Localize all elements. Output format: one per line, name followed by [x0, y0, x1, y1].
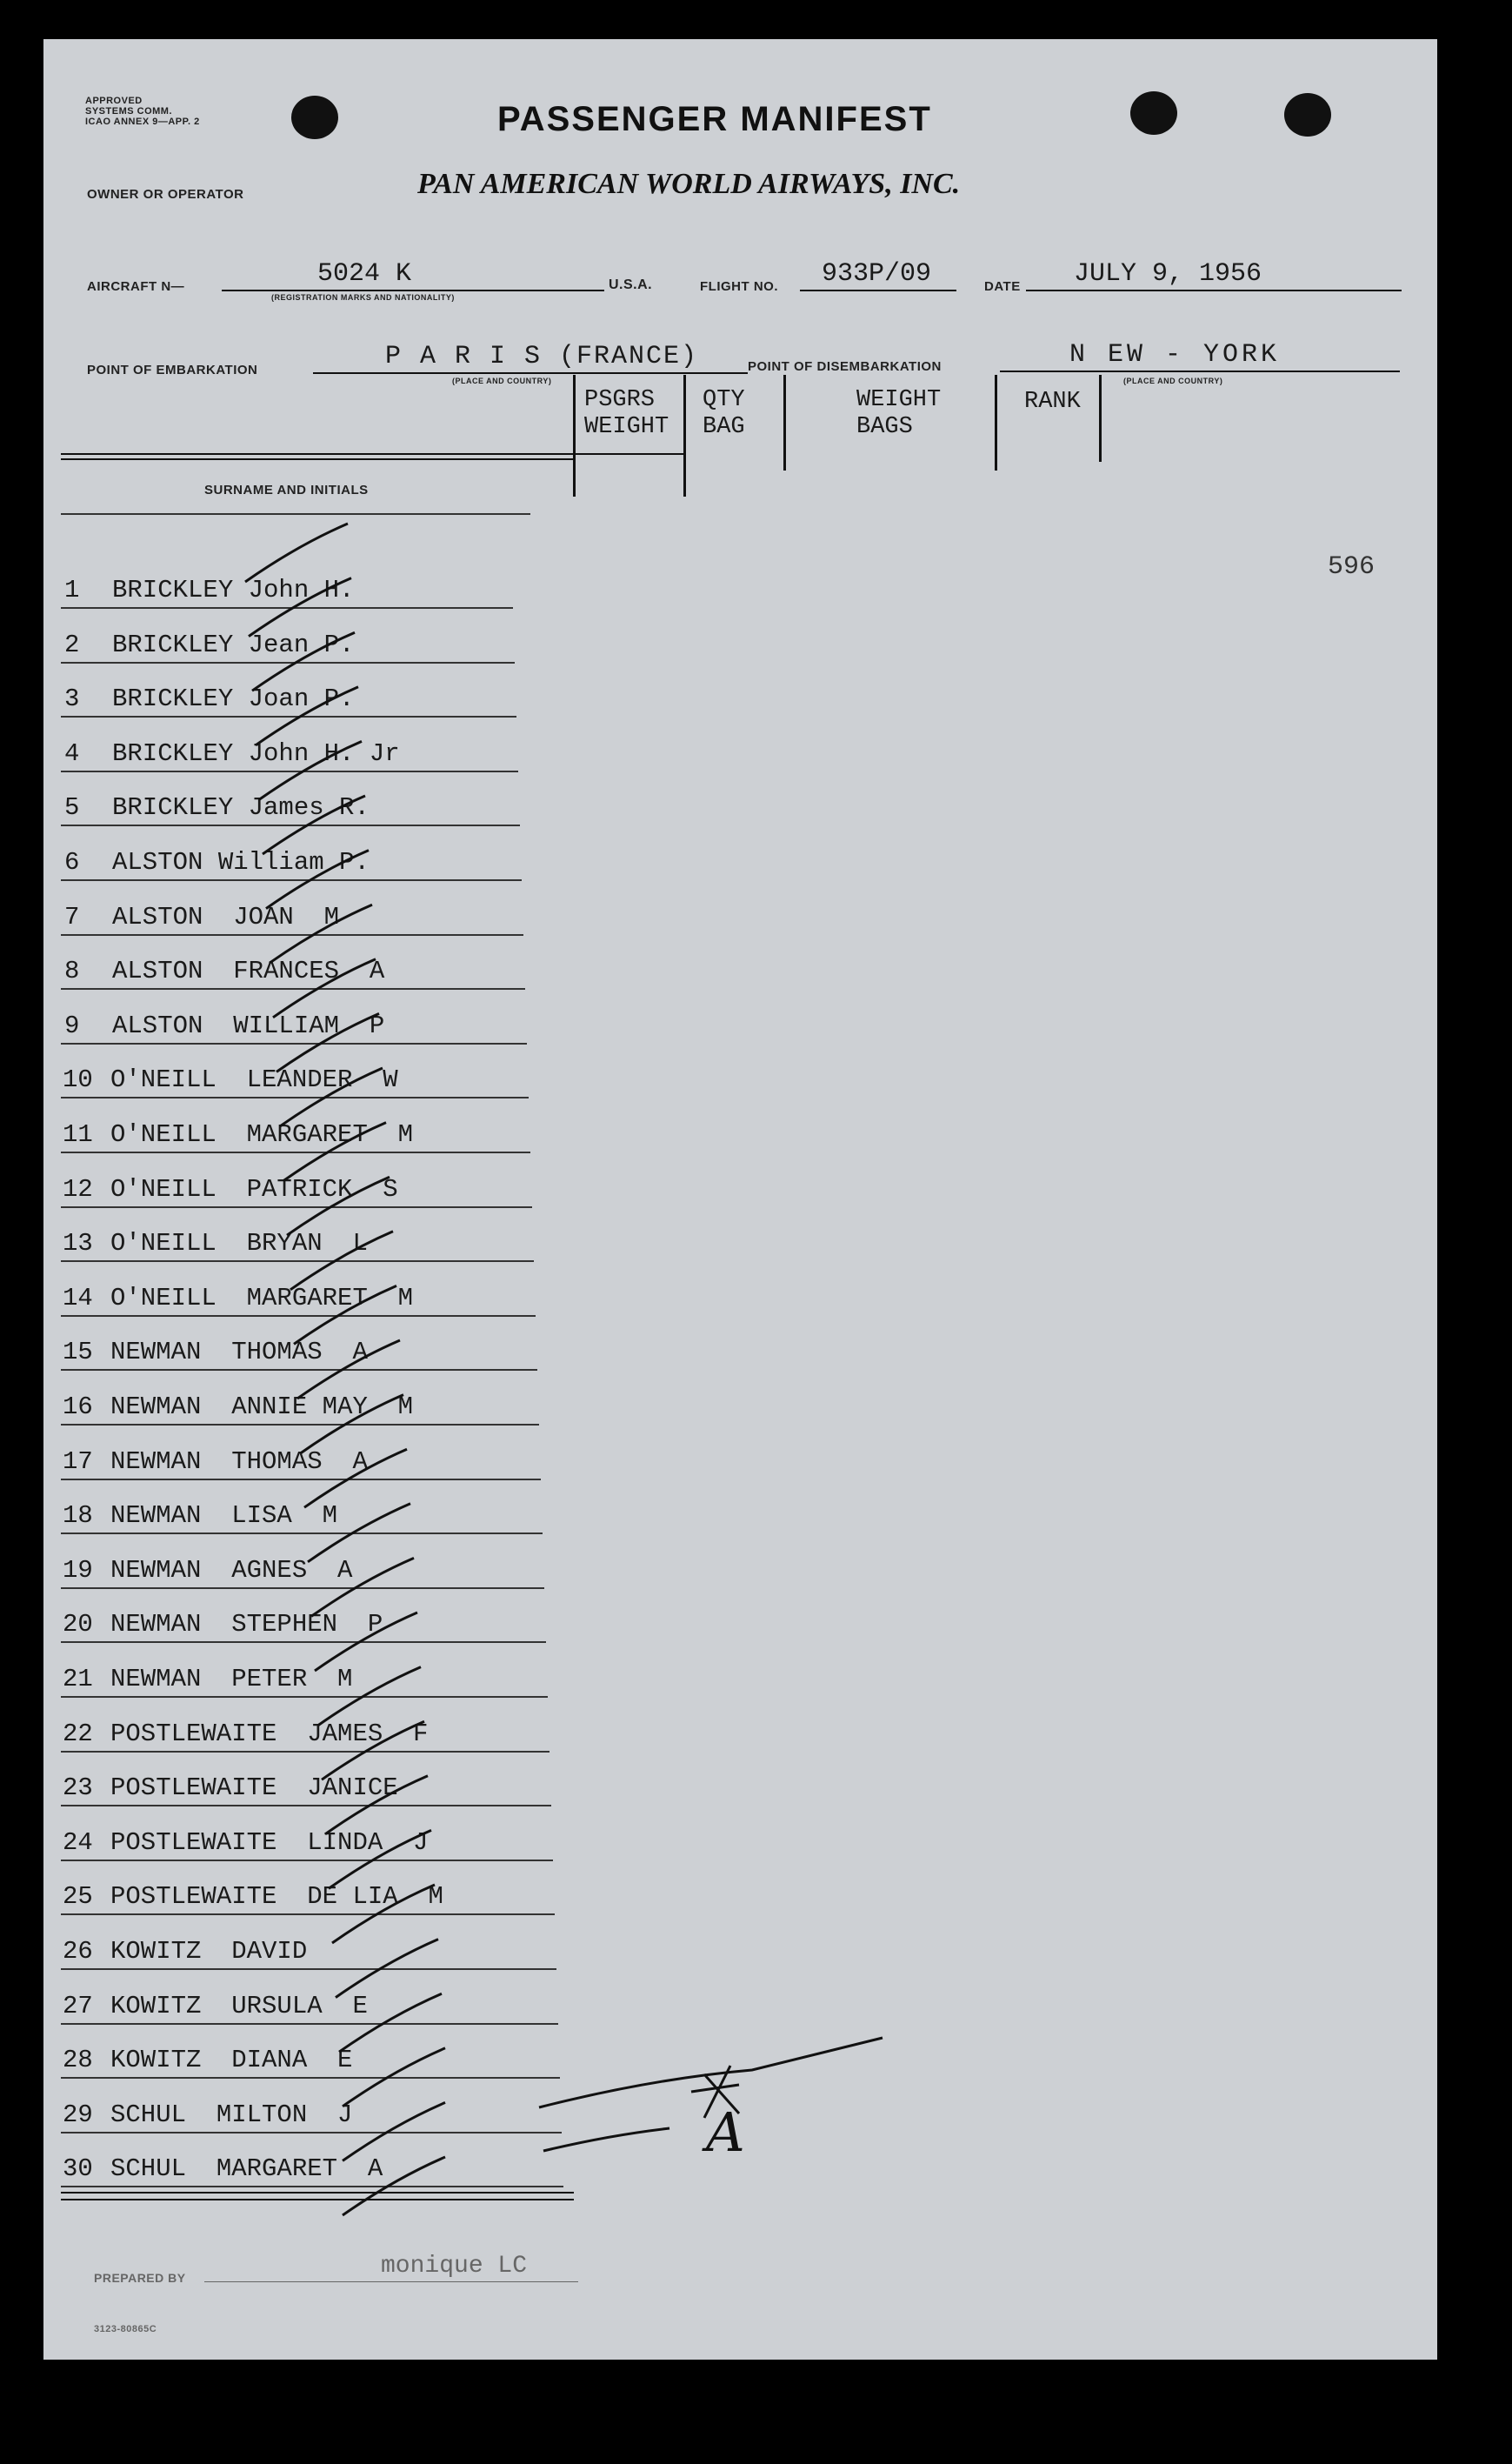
- passenger-name: O'NEILL PATRICK S: [110, 1175, 398, 1204]
- passenger-name: ALSTON WILLIAM P: [112, 1012, 385, 1040]
- list-item: [63, 2154, 383, 2183]
- row-rule: [61, 1696, 548, 1698]
- embarkation-underline: [313, 372, 748, 374]
- row-rule: [61, 607, 513, 609]
- passenger-name: SCHUL MARGARET A: [110, 2154, 383, 2183]
- disembarkation-value: N EW - YORK: [1069, 340, 1281, 370]
- list-item: [63, 1120, 413, 1149]
- passenger-name: BRICKLEY John H. Jr: [112, 739, 400, 768]
- passenger-name: NEWMAN LISA M: [110, 1501, 338, 1530]
- list-item: [63, 1175, 398, 1204]
- prepared-underline: [204, 2281, 578, 2282]
- owner-label: OWNER OR OPERATOR: [87, 187, 244, 202]
- prepared-value: monique LC: [381, 2253, 528, 2280]
- row-rule: [61, 662, 515, 664]
- row-number: 27: [63, 1992, 93, 2020]
- list-item: [63, 1065, 398, 1094]
- handwritten-mark: A: [706, 2100, 745, 2164]
- row-number: 2: [64, 631, 80, 659]
- punch-hole: [1284, 93, 1331, 137]
- col-label: BAG: [703, 414, 745, 440]
- row-number: 24: [63, 1828, 93, 1857]
- row-rule: [61, 1532, 543, 1534]
- list-item: [63, 1229, 368, 1258]
- list-end-rule: [61, 2199, 574, 2200]
- row-rule: [61, 1587, 544, 1589]
- passenger-name: KOWITZ DIANA E: [110, 2046, 353, 2074]
- passenger-name: SCHUL MILTON J: [110, 2100, 353, 2129]
- disembarkation-underline: [1000, 371, 1400, 372]
- row-number: 25: [63, 1882, 93, 1911]
- row-number: 19: [63, 1556, 93, 1585]
- passenger-name: O'NEILL LEANDER W: [110, 1065, 398, 1094]
- page-title: PASSENGER MANIFEST: [497, 100, 932, 138]
- list-item: [64, 739, 400, 768]
- row-number: 16: [63, 1392, 93, 1421]
- col-label: WEIGHT: [584, 414, 669, 440]
- row-number: 29: [63, 2100, 93, 2129]
- list-item: [63, 1338, 368, 1366]
- passenger-name: KOWITZ DAVID: [110, 1937, 308, 1966]
- passenger-name: POSTLEWAITE JANICE: [110, 1773, 398, 1802]
- row-rule: [61, 934, 523, 936]
- form-number: 3123-80865C: [94, 2324, 157, 2334]
- list-item: [64, 903, 339, 932]
- row-number: 12: [63, 1175, 93, 1204]
- passenger-name: POSTLEWAITE LINDA J: [110, 1828, 429, 1857]
- punch-hole: [1130, 91, 1177, 135]
- col-label: PSGRS: [584, 387, 656, 413]
- registration-note: (REGISTRATION MARKS AND NATIONALITY): [271, 293, 455, 302]
- approval-block: [85, 96, 200, 127]
- place-note: (PLACE AND COUNTRY): [452, 377, 552, 385]
- row-number: 28: [63, 2046, 93, 2074]
- passenger-name: BRICKLEY Joan P.: [112, 684, 355, 713]
- row-rule: [61, 988, 525, 990]
- date-value: JULY 9, 1956: [1074, 259, 1262, 289]
- list-item: [63, 1284, 413, 1312]
- date-label: DATE: [984, 279, 1021, 294]
- row-rule: [61, 2077, 560, 2079]
- aircraft-value: 5024 K: [317, 259, 412, 289]
- flight-underline: [800, 290, 956, 291]
- passenger-name: ALSTON JOAN M: [112, 903, 340, 932]
- row-number: 17: [63, 1447, 93, 1476]
- row-number: 7: [64, 903, 80, 932]
- list-item: [63, 1882, 443, 1911]
- place-note: (PLACE AND COUNTRY): [1123, 377, 1223, 385]
- row-rule: [61, 1479, 541, 1480]
- row-rule: [61, 1424, 539, 1426]
- passenger-name: BRICKLEY John H.: [112, 576, 355, 604]
- col-divider: [995, 375, 997, 471]
- row-rule: [61, 2132, 562, 2133]
- row-number: 9: [64, 1012, 80, 1040]
- col-qty-bag: [703, 387, 745, 441]
- passenger-name: BRICKLEY Jean P.: [112, 631, 355, 659]
- row-number: 8: [64, 957, 80, 985]
- passenger-name: O'NEILL BRYAN L: [110, 1229, 368, 1258]
- list-item: [63, 1501, 337, 1530]
- flight-label: FLIGHT NO.: [700, 279, 778, 294]
- col-divider: [1099, 375, 1102, 462]
- list-item: [64, 793, 370, 822]
- list-item: [63, 1828, 428, 1857]
- row-rule: [61, 1315, 536, 1317]
- row-rule: [61, 716, 516, 718]
- col-rank: RANK: [1024, 389, 1081, 415]
- passenger-name: POSTLEWAITE JAMES F: [110, 1719, 429, 1748]
- row-number: 22: [63, 1719, 93, 1748]
- row-rule: [61, 2023, 558, 2025]
- airline-name: PAN AMERICAN WORLD AIRWAYS, INC.: [417, 168, 961, 200]
- row-number: 14: [63, 1284, 93, 1312]
- passenger-name: NEWMAN THOMAS A: [110, 1338, 368, 1366]
- passenger-name: ALSTON William P.: [112, 848, 370, 877]
- passenger-name: O'NEILL MARGARET M: [110, 1284, 414, 1312]
- list-item: [64, 631, 354, 659]
- header-rule: [61, 453, 574, 455]
- col-psgrs-weight: [584, 387, 669, 441]
- col-divider: [573, 375, 576, 497]
- row-number: 15: [63, 1338, 93, 1366]
- row-number: 11: [63, 1120, 93, 1149]
- row-rule: [61, 1152, 530, 1153]
- passenger-name: NEWMAN STEPHEN P: [110, 1610, 383, 1639]
- page-number: 596: [1328, 552, 1375, 582]
- list-item: [64, 1012, 384, 1040]
- col-surname: SURNAME AND INITIALS: [204, 483, 369, 497]
- row-number: 3: [64, 684, 80, 713]
- passenger-name: NEWMAN ANNIE MAY M: [110, 1392, 414, 1421]
- row-rule: [61, 879, 522, 881]
- approval-line: APPROVED: [85, 96, 143, 106]
- row-rule: [61, 1097, 529, 1098]
- passenger-name: ALSTON FRANCES A: [112, 957, 385, 985]
- row-rule: [61, 1913, 555, 1915]
- list-item: [63, 1773, 398, 1802]
- passenger-name: POSTLEWAITE DE LIA M: [110, 1882, 443, 1911]
- passenger-name: O'NEILL MARGARET M: [110, 1120, 414, 1149]
- passenger-name: NEWMAN AGNES A: [110, 1556, 353, 1585]
- list-item: [63, 2046, 352, 2074]
- list-item: [63, 1610, 383, 1639]
- row-rule: [61, 771, 518, 772]
- row-number: 20: [63, 1610, 93, 1639]
- passenger-name: KOWITZ URSULA E: [110, 1992, 368, 2020]
- row-number: 13: [63, 1229, 93, 1258]
- col-label: QTY: [703, 387, 745, 413]
- list-item: [64, 576, 354, 604]
- punch-hole: [291, 96, 338, 139]
- passenger-name: NEWMAN THOMAS A: [110, 1447, 368, 1476]
- disembarkation-label: POINT OF DISEMBARKATION: [748, 359, 942, 374]
- embarkation-value: P A R I S (FRANCE): [385, 342, 699, 371]
- embarkation-label: POINT OF EMBARKATION: [87, 363, 258, 377]
- row-rule: [61, 1369, 537, 1371]
- list-item: [64, 957, 384, 985]
- approval-line: ICAO ANNEX 9—APP. 2: [85, 117, 200, 127]
- row-rule: [61, 1860, 553, 1861]
- row-number: 21: [63, 1665, 93, 1693]
- list-item: [63, 2100, 352, 2129]
- row-rule: [61, 1805, 551, 1806]
- row-number: 1: [64, 576, 80, 604]
- col-weight-bags: [856, 387, 941, 441]
- row-number: 18: [63, 1501, 93, 1530]
- col-divider: [683, 375, 686, 497]
- manifest-sheet: [43, 39, 1437, 2360]
- row-number: 5: [64, 793, 80, 822]
- list-item: [63, 1992, 368, 2020]
- handwritten-scribble: [543, 2128, 669, 2151]
- row-number: 26: [63, 1937, 93, 1966]
- col-divider: [783, 375, 786, 471]
- row-number: 23: [63, 1773, 93, 1802]
- row-rule: [61, 825, 520, 826]
- row-rule: [61, 1043, 527, 1045]
- list-end-rule: [61, 2192, 574, 2194]
- row-number: 4: [64, 739, 80, 768]
- col-label: BAGS: [856, 414, 913, 440]
- prepared-label: PREPARED BY: [94, 2271, 186, 2285]
- row-number: 30: [63, 2154, 93, 2183]
- list-item: [63, 1556, 352, 1585]
- row-rule: [61, 513, 530, 515]
- row-rule: [61, 1751, 550, 1753]
- row-rule: [61, 1968, 556, 1970]
- list-item: [64, 684, 354, 713]
- header-rule: [61, 458, 574, 460]
- row-rule: [61, 1206, 532, 1208]
- list-item: [64, 848, 370, 877]
- aircraft-label: AIRCRAFT N—: [87, 279, 185, 294]
- list-item: [63, 1392, 413, 1421]
- check-mark: [245, 524, 348, 582]
- list-item: [63, 1665, 352, 1693]
- list-item: [63, 1719, 428, 1748]
- row-rule: [61, 2186, 563, 2187]
- passenger-name: NEWMAN PETER M: [110, 1665, 353, 1693]
- col-label: WEIGHT: [856, 387, 942, 413]
- row-rule: [61, 1641, 546, 1643]
- passenger-name: BRICKLEY James R.: [112, 793, 370, 822]
- date-underline: [1026, 290, 1402, 291]
- row-rule: [61, 1260, 534, 1262]
- row-number: 10: [63, 1065, 93, 1094]
- col-header-bottom: [574, 453, 685, 455]
- row-number: 6: [64, 848, 80, 877]
- country-label: U.S.A.: [609, 277, 653, 292]
- handwritten-scribble: [539, 2038, 883, 2107]
- flight-value: 933P/09: [822, 259, 932, 289]
- approval-line: SYSTEMS COMM.: [85, 106, 173, 117]
- list-item: [63, 1447, 368, 1476]
- aircraft-underline: [222, 290, 604, 291]
- list-item: [63, 1937, 307, 1966]
